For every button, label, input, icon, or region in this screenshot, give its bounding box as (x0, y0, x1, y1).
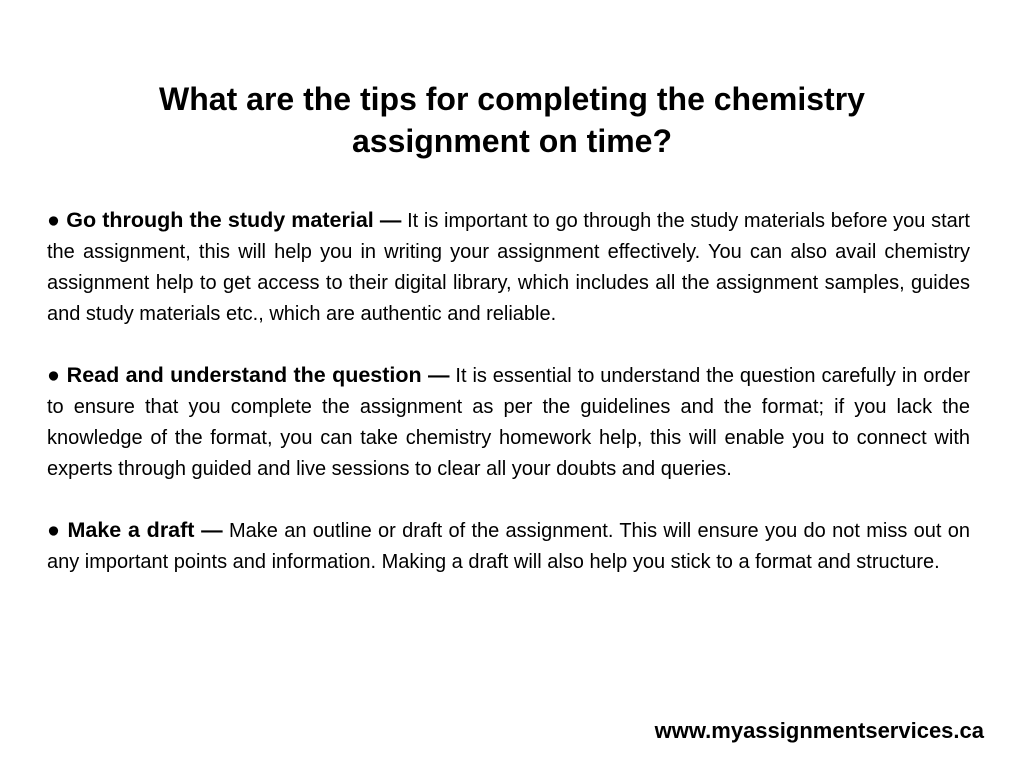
website-url: www.myassignmentservices.ca (654, 718, 984, 743)
bullet-heading: Make a draft — (67, 518, 223, 542)
bullet-lead (47, 518, 223, 542)
bullet-lead (47, 208, 401, 232)
slide-title: What are the tips for completing the chemistry assignment on time? (159, 81, 865, 159)
bullet-body: Make an outline or draft of the assignment. This will ensure you do not miss out on any important points and information. Making a draft will also help you stick to a format and structure. (47, 520, 970, 573)
bullet-list (47, 205, 970, 608)
bullet-marker: ● (47, 208, 61, 232)
bullet-heading: Go through the study material — (66, 208, 402, 232)
bullet-body: It is essential to understand the question carefully in order to ensure that you complete the assignment as per the guidelines and the format; if you lack the knowledge of the format, you can take chemistry homework help, this will enable you to connect with experts through guided and live sessions to clear all your doubts and queries. (47, 365, 970, 480)
bullet-item (47, 360, 970, 485)
bullet-marker: ● (47, 363, 61, 387)
bullet-body: It is important to go through the study materials before you start the assignment, this will help you in writing your assignment effectively. You can also avail chemistry assignment help to get access to their digital library, which includes all the assignment samples, guides and study materials etc., which are authentic and reliable. (47, 210, 970, 325)
bullet-lead (47, 363, 450, 387)
bullet-marker: ● (47, 518, 61, 542)
bullet-item (47, 205, 970, 330)
bullet-item (47, 515, 970, 578)
bullet-heading: Read and understand the question — (66, 363, 450, 387)
